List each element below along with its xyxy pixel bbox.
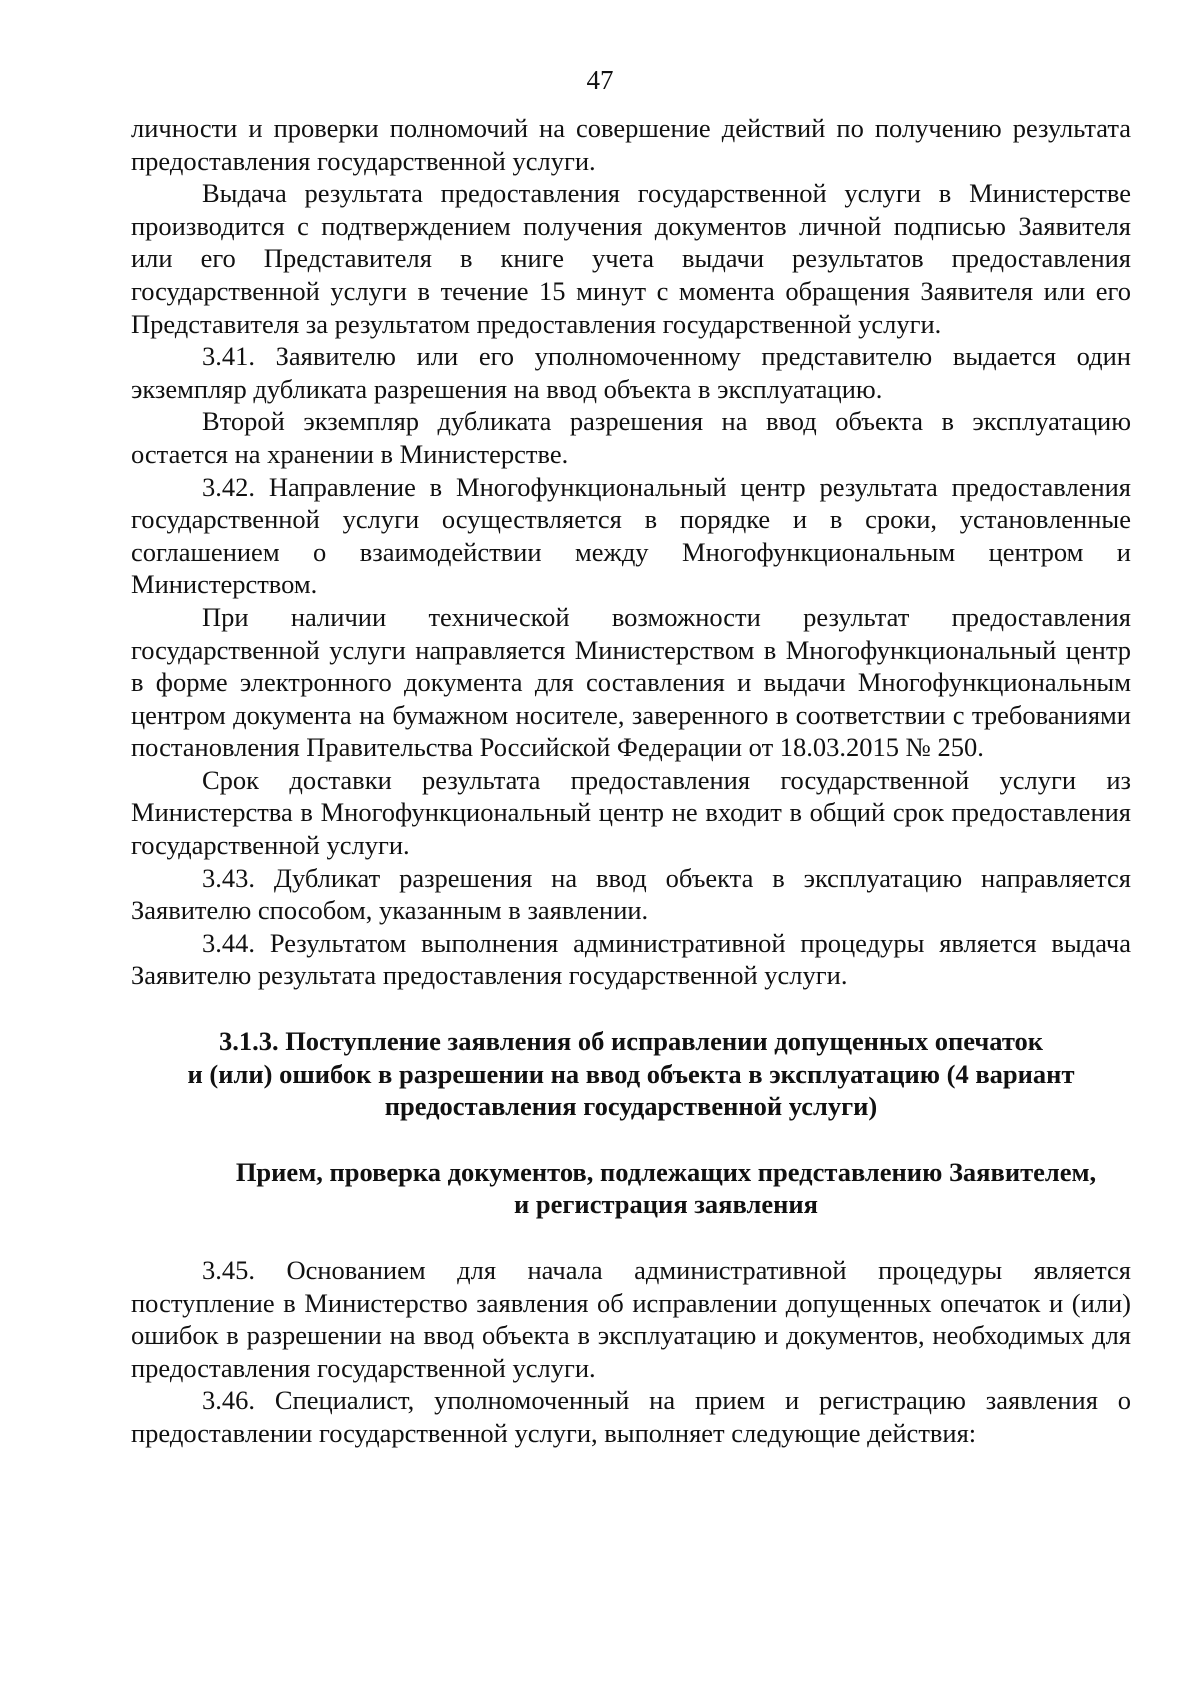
- paragraph-3-42: 3.42. Направление в Многофункциональный центр результата предоставления государственной услуги осуществляется в порядке и в сроки, установленные соглашением о взаимодействии между Многофункциональным центром и Министерством.: [131, 471, 1131, 600]
- section-heading-line: предоставления государственной услуги): [384, 1091, 878, 1122]
- subsection-heading-line: Прием, проверка документов, подлежащих представлению Заявителем,: [235, 1156, 1097, 1187]
- subsection-heading-line: и регистрация заявления: [514, 1189, 818, 1220]
- section-heading-line: 3.1.3. Поступление заявления об исправлении допущенных опечаток: [218, 1026, 1044, 1057]
- page-number: 47: [586, 65, 614, 95]
- section-heading-line: и (или) ошибок в разрешении на ввод объекта в эксплуатацию (4 вариант: [187, 1058, 1075, 1089]
- paragraph-3-46: 3.46. Специалист, уполномоченный на прием и регистрацию заявления о предоставлении государственной услуги, выполняет следующие действия:: [131, 1385, 1131, 1448]
- paragraph-3-44: 3.44. Результатом выполнения административной процедуры является выдача Заявителю результата предоставления государственной услуги.: [131, 927, 1131, 991]
- subsection-heading: [131, 1156, 1131, 1221]
- paragraph-second-copy: Второй экземпляр дубликата разрешения на ввод объекта в эксплуатацию остается на хранении в Министерстве.: [131, 406, 1131, 469]
- section-heading: [131, 1025, 1131, 1123]
- paragraph-technical-possibility: При наличии технической возможности результат предоставления государственной услуги направляется Министерством в Многофункциональный центр в форме электронного документа для составления и выдачи Многофункциональным центром документа на бумажном носителе, заверенного в соответствии с требованиями постановления Правительства Российской Федерации от 18.03.2015 № 250.: [131, 601, 1131, 763]
- paragraph-delivery-term: Срок доставки результата предоставления государственной услуги из Министерства в Многофункциональный центр не входит в общий срок предоставления государственной услуги.: [131, 764, 1131, 861]
- paragraph-issuance: Выдача результата предоставления государственной услуги в Министерстве производится с подтверждением получения документов личной подписью Заявителя или его Представителя в книге учета выдачи результатов предоставления государственной услуги в течение 15 минут с момента обращения Заявителя или его Представителя за результатом предоставления государственной услуги.: [131, 178, 1131, 339]
- paragraph-continuation: личности и проверки полномочий на совершение действий по получению результата предоставления государственной услуги.: [131, 113, 1131, 176]
- document-body: [131, 112, 1131, 1450]
- paragraph-3-41: 3.41. Заявителю или его уполномоченному представителю выдается один экземпляр дубликата разрешения на ввод объекта в эксплуатацию.: [131, 341, 1131, 404]
- paragraph-3-45: 3.45. Основанием для начала административной процедуры является поступление в Министерство заявления об исправлении допущенных опечаток и (или) ошибок в разрешении на ввод объекта в эксплуатацию и документов, необходимых для предоставления государственной услуги.: [131, 1255, 1131, 1383]
- paragraph-3-43: 3.43. Дубликат разрешения на ввод объекта в эксплуатацию направляется Заявителю способом, указанным в заявлении.: [131, 862, 1131, 926]
